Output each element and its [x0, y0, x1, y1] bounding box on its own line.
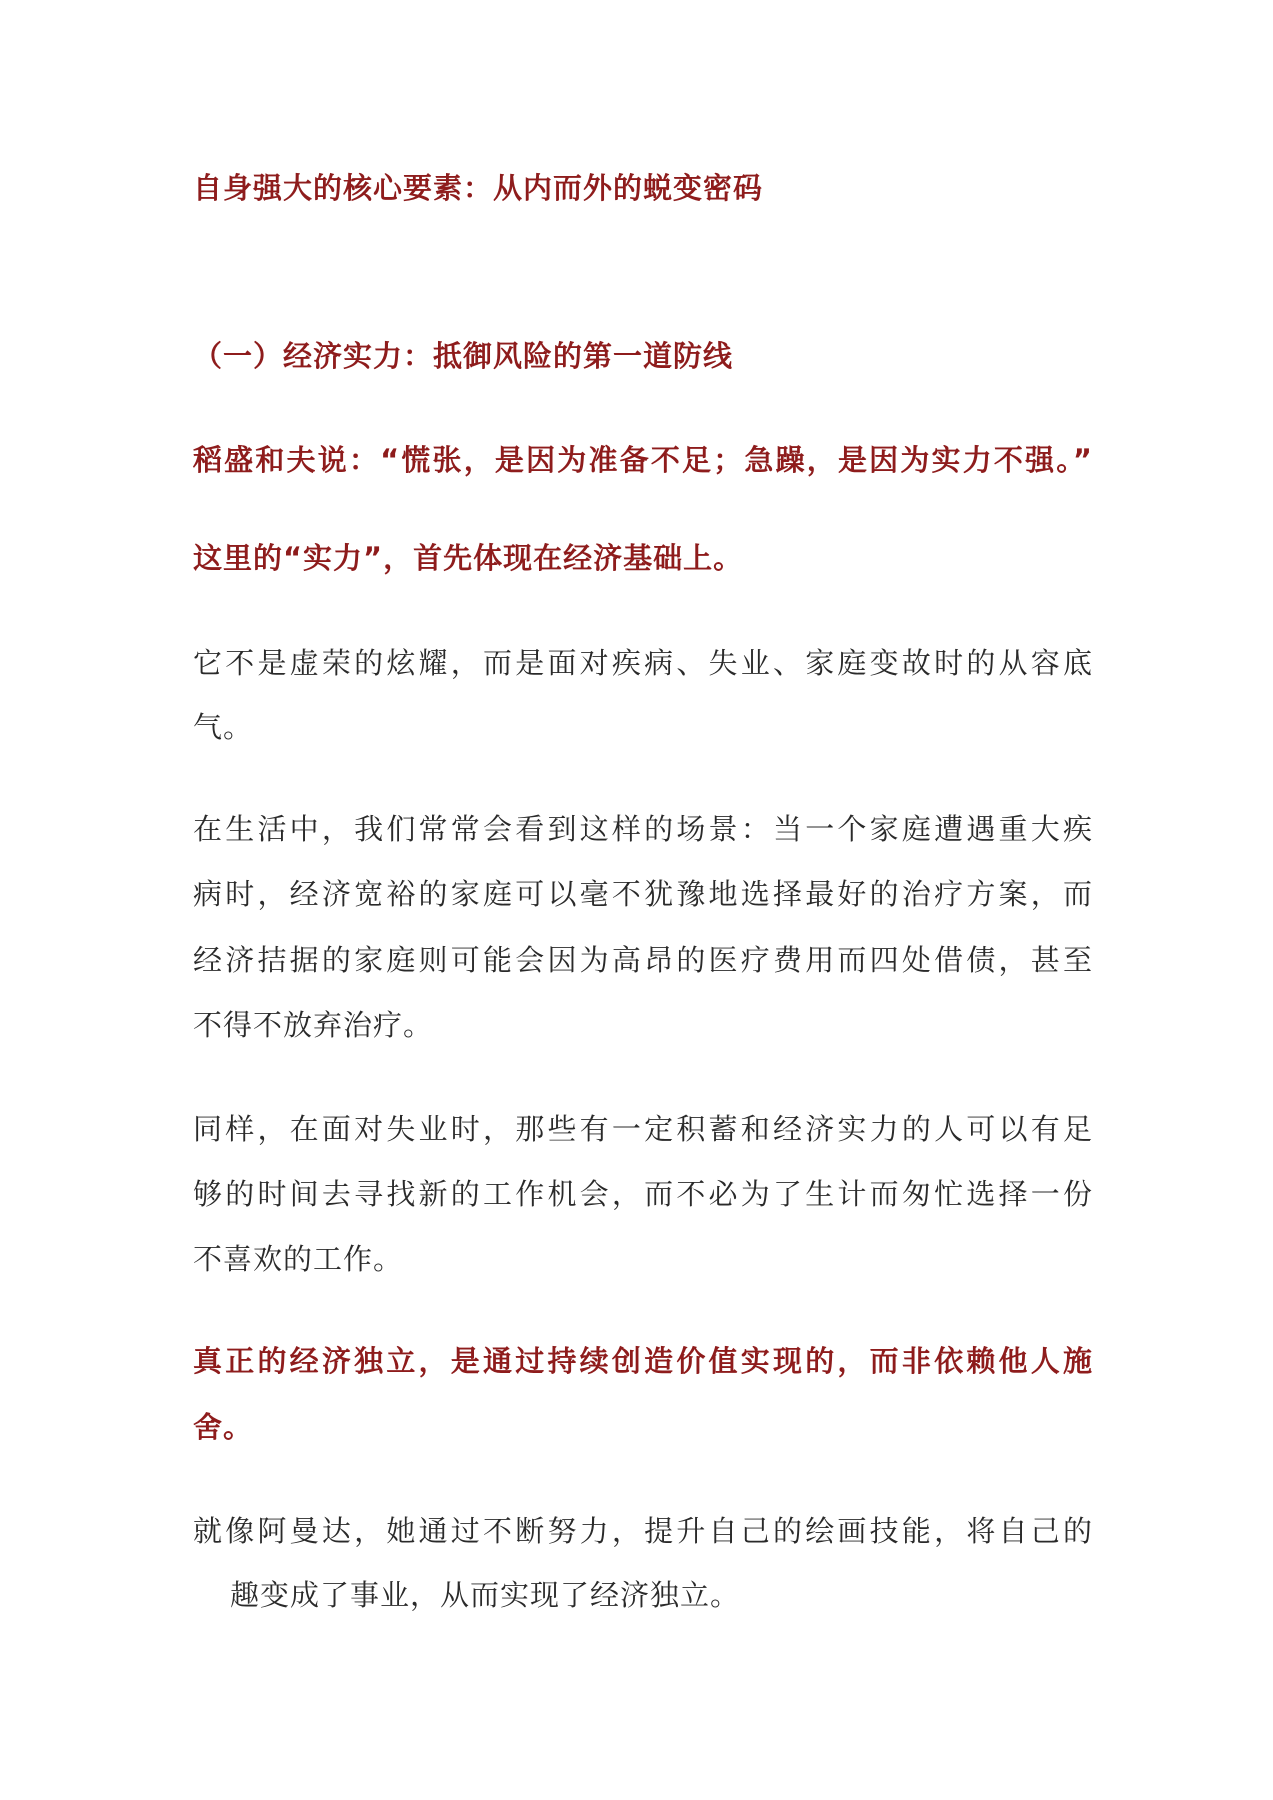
- paragraph-2-line-2: 病时，经济宽裕的家庭可以毫不犹豫地选择最好的治疗方案，而: [193, 877, 1093, 911]
- paragraph-2-line-3: 经济拮据的家庭则可能会因为高昂的医疗费用而四处借债，甚至: [193, 943, 1093, 977]
- paragraph-1-line-1: 它不是虚荣的炫耀，而是面对疾病、失业、家庭变故时的从容底: [193, 646, 1093, 680]
- emphasis-2-line-1: 真正的经济独立，是通过持续创造价值实现的，而非依赖他人施: [193, 1344, 1093, 1378]
- paragraph-4-line-1: 就像阿曼达，她通过不断努力，提升自己的绘画技能，将自己的: [193, 1514, 1093, 1548]
- paragraph-1-line-2: 气。: [193, 710, 254, 744]
- document-title: 自身强大的核心要素：从内而外的蜕变密码: [193, 171, 764, 205]
- quote-line: 稻盛和夫说：“慌张，是因为准备不足；急躁，是因为实力不强。”: [193, 443, 1093, 477]
- paragraph-3-line-2: 够的时间去寻找新的工作机会，而不必为了生计而匆忙选择一份: [193, 1177, 1093, 1211]
- paragraph-4-line-2: 趣变成了事业，从而实现了经济独立。: [230, 1578, 741, 1612]
- paragraph-2-line-1: 在生活中，我们常常会看到这样的场景：当一个家庭遭遇重大疾: [193, 812, 1093, 846]
- paragraph-2-line-4: 不得不放弃治疗。: [193, 1008, 434, 1042]
- paragraph-3-line-1: 同样，在面对失业时，那些有一定积蓄和经济实力的人可以有足: [193, 1112, 1093, 1146]
- emphasis-2-line-2: 舍。: [193, 1410, 254, 1444]
- paragraph-3-line-3: 不喜欢的工作。: [193, 1242, 404, 1276]
- emphasis-line: 这里的“实力”，首先体现在经济基础上。: [193, 541, 744, 575]
- section-heading: （一）经济实力：抵御风险的第一道防线: [193, 339, 734, 373]
